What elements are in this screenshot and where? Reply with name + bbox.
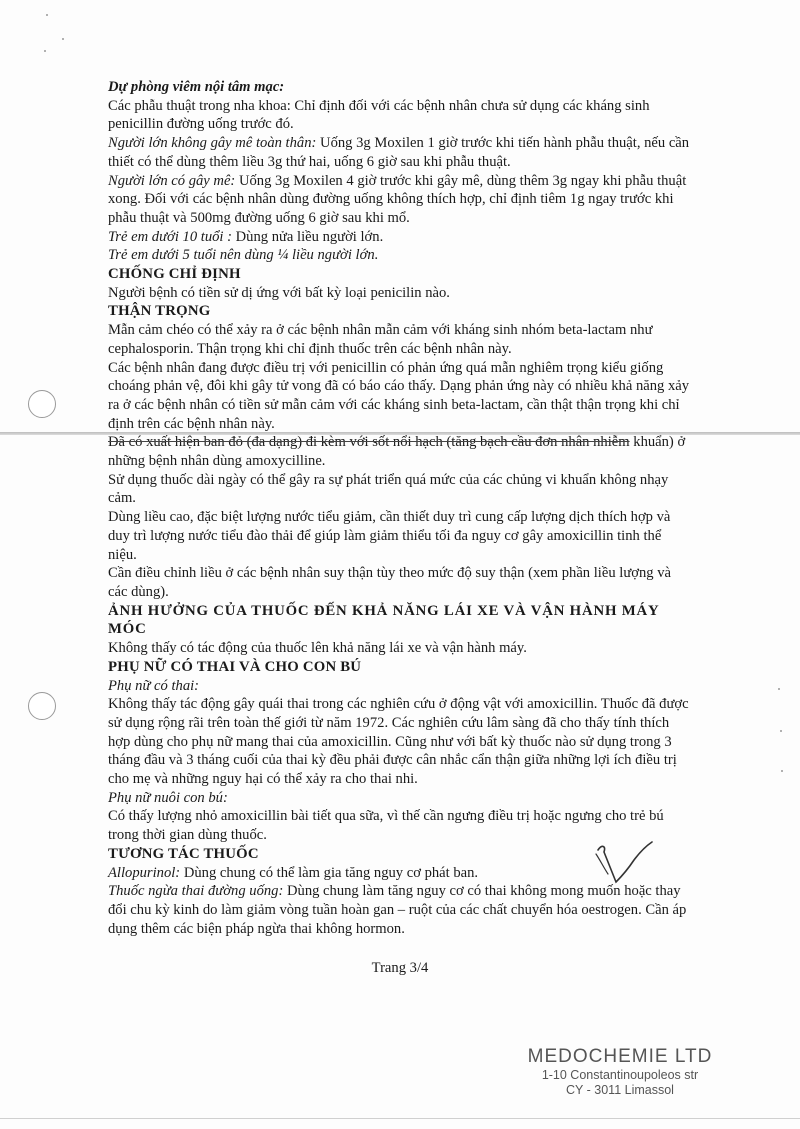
scan-speck <box>780 730 782 732</box>
company-name: MEDOCHEMIE LTD <box>527 1046 713 1067</box>
section-title-contraindications: CHỐNG CHỈ ĐỊNH <box>108 266 241 283</box>
section-title-precautions: THẬN TRỌNG <box>108 303 211 320</box>
punch-hole <box>28 390 56 418</box>
precautions-p3-rest: khuẩn) ở những bệnh nhân dùng amoxycilline. <box>108 434 686 470</box>
endocarditis-dental: Các phẫu thuật trong nha khoa: Chỉ định đối với các bệnh nhân chưa sử dụng các kháng sinh penicillin đường uống trước đó. <box>108 97 650 133</box>
text-child-10: Dùng nửa liều người lớn. <box>231 228 384 245</box>
endocarditis-adult-anesthesia <box>108 172 690 228</box>
endocarditis-child-10 <box>108 228 690 247</box>
driving-text: Không thấy có tác động của thuốc lên khả năng lái xe và vận hành máy. <box>108 640 527 657</box>
company-address-line2: CY - 3011 Limassol <box>566 1083 674 1097</box>
precautions-p2: Các bệnh nhân đang được điều trị với penicillin có phản ứng quá mẫn nghiêm trọng kiểu giống choáng phản vệ, đôi khi gây tử vong đã có báo cáo thấy. Dạng phản ứng này có nhiều khả năng xảy ra ở các bệnh nhân có tiền sử mẫn cảm với các kháng sinh beta-lactam, cần thật thận trọng khi chỉ định trên các bệnh nhân này. <box>108 359 690 432</box>
endocarditis-child-5: Trẻ em dưới 5 tuổi nên dùng ¼ liều người lớn. <box>108 247 379 264</box>
label-adult-anesthesia: Người lớn có gây mê: <box>108 172 236 189</box>
precautions-p4: Sử dụng thuốc dài ngày có thể gây ra sự phát triển quá mức của các chủng vi khuẩn không nhạy cảm. <box>108 471 669 507</box>
scan-speck <box>46 14 48 16</box>
section-title-driving: ẢNH HƯỞNG CỦA THUỐC ĐẾN KHẢ NĂNG LÁI XE VÀ VẬN HÀNH MÁY MÓC <box>108 602 659 638</box>
label-adult-no-anesthesia: Người lớn không gây mê toàn thân: <box>108 135 317 152</box>
nursing-text: Có thấy lượng nhỏ amoxicillin bài tiết qua sữa, vì thế cần ngưng điều trị hoặc ngưng cho trẻ bú trong thời gian dùng thuốc. <box>108 808 664 844</box>
label-child-10: Trẻ em dưới 10 tuổi : <box>108 228 232 245</box>
scan-speck <box>778 688 780 690</box>
contraindications-text: Người bệnh có tiền sử dị ứng với bất kỳ loại penicilin nào. <box>108 284 450 301</box>
document-body <box>108 78 690 938</box>
struck-text: Đã có xuất hiện ban đỏ (đa dạng) đi kèm với sốt nổi hạch (tăng bạch cầu đơn nhân nhiễm <box>108 434 630 451</box>
precautions-p3 <box>108 433 690 470</box>
text-adult-no-anesthesia: Uống 3g Moxilen 1 giờ trước khi tiến hành phẫu thuật, nếu cần thiết có thể dùng thêm liều 3g thứ hai, uống 6 giờ sau khi phẫu thuật. <box>108 135 690 170</box>
scan-edge-line <box>0 1118 800 1119</box>
scan-speck <box>44 50 46 52</box>
pregnant-text: Không thấy tác động gây quái thai trong các nghiên cứu ở động vật với amoxicillin. Thuốc đã được sử dụng rộng rãi trên toàn thế giới từ năm 1972. Các nghiên cứu lâm sàng đã cho thấy tính thích hợp dùng cho phụ nữ mang thai của amoxicillin. Cũng như với bất kỳ thuốc nào sử dụng trong 3 tháng đầu và 3 tháng cuối của thai kỳ đều phải được cân nhắc cẩn thận giữa những lợi ích điều trị cho mẹ và những nguy hại có thể xảy ra cho thai nhi. <box>108 696 689 788</box>
precautions-p1: Mẫn cảm chéo có thể xảy ra ở các bệnh nhân mẫn cảm với kháng sinh nhóm beta-lactam như cephalosporin. Thận trọng khi chỉ định thuốc trên các bệnh nhân này. <box>108 322 653 357</box>
pregnant-label: Phụ nữ có thai: <box>108 677 200 694</box>
precautions-p5: Dùng liều cao, đặc biệt lượng nước tiểu giảm, cần thiết duy trì cung cấp lượng dịch thích hợp và duy trì lượng nước tiểu đào thải để giúp làm giảm thiểu tối đa nguy cơ gây amoxicillin tinh thể niệu. <box>108 509 671 563</box>
label-contraceptive: Thuốc ngừa thai đường uống: <box>108 883 284 900</box>
section-title-pregnancy: PHỤ NỮ CÓ THAI VÀ CHO CON BÚ <box>108 658 362 675</box>
page-number: Trang 3/4 <box>371 960 429 976</box>
scan-speck <box>781 770 783 772</box>
scan-speck <box>62 38 64 40</box>
label-allopurinol: Allopurinol: <box>108 864 181 881</box>
company-address-line1: 1-10 Constantinoupoleos str <box>541 1068 699 1082</box>
text-adult-anesthesia: Uống 3g Moxilen 4 giờ trước khi gây mê, dùng thêm 3g ngay khi phẫu thuật xong. Đối với các bệnh nhân dùng đường uống không thích hợp, chỉ định tiêm 1g ngay trước khi phẫu thuật và 500mg đường uống 6 giờ sau khi mổ. <box>108 172 687 226</box>
text-contraceptive: Dùng chung làm tăng nguy cơ có thai không mong muốn hoặc thay đổi chu kỳ kinh do làm giảm vòng tuần hoàn gan – ruột của các chất chuyển hóa oestrogen. Cần áp dụng thêm các biện pháp ngừa thai không hormon. <box>108 883 687 937</box>
punch-hole <box>28 692 56 720</box>
handwritten-signature <box>590 838 660 898</box>
text-allopurinol: Dùng chung có thể làm gia tăng nguy cơ phát ban. <box>180 864 479 881</box>
precautions-p6: Cần điều chỉnh liều ở các bệnh nhân suy thận tùy theo mức độ suy thận (xem phần liều lượng và các dùng). <box>108 565 671 600</box>
section-title-interactions: TƯƠNG TÁC THUỐC <box>108 845 259 862</box>
company-stamp <box>520 1046 720 1098</box>
section-title-endocarditis: Dự phòng viêm nội tâm mạc: <box>108 79 285 95</box>
nursing-label: Phụ nữ nuôi con bú: <box>108 789 228 806</box>
endocarditis-adult-no-anesthesia <box>108 134 690 171</box>
